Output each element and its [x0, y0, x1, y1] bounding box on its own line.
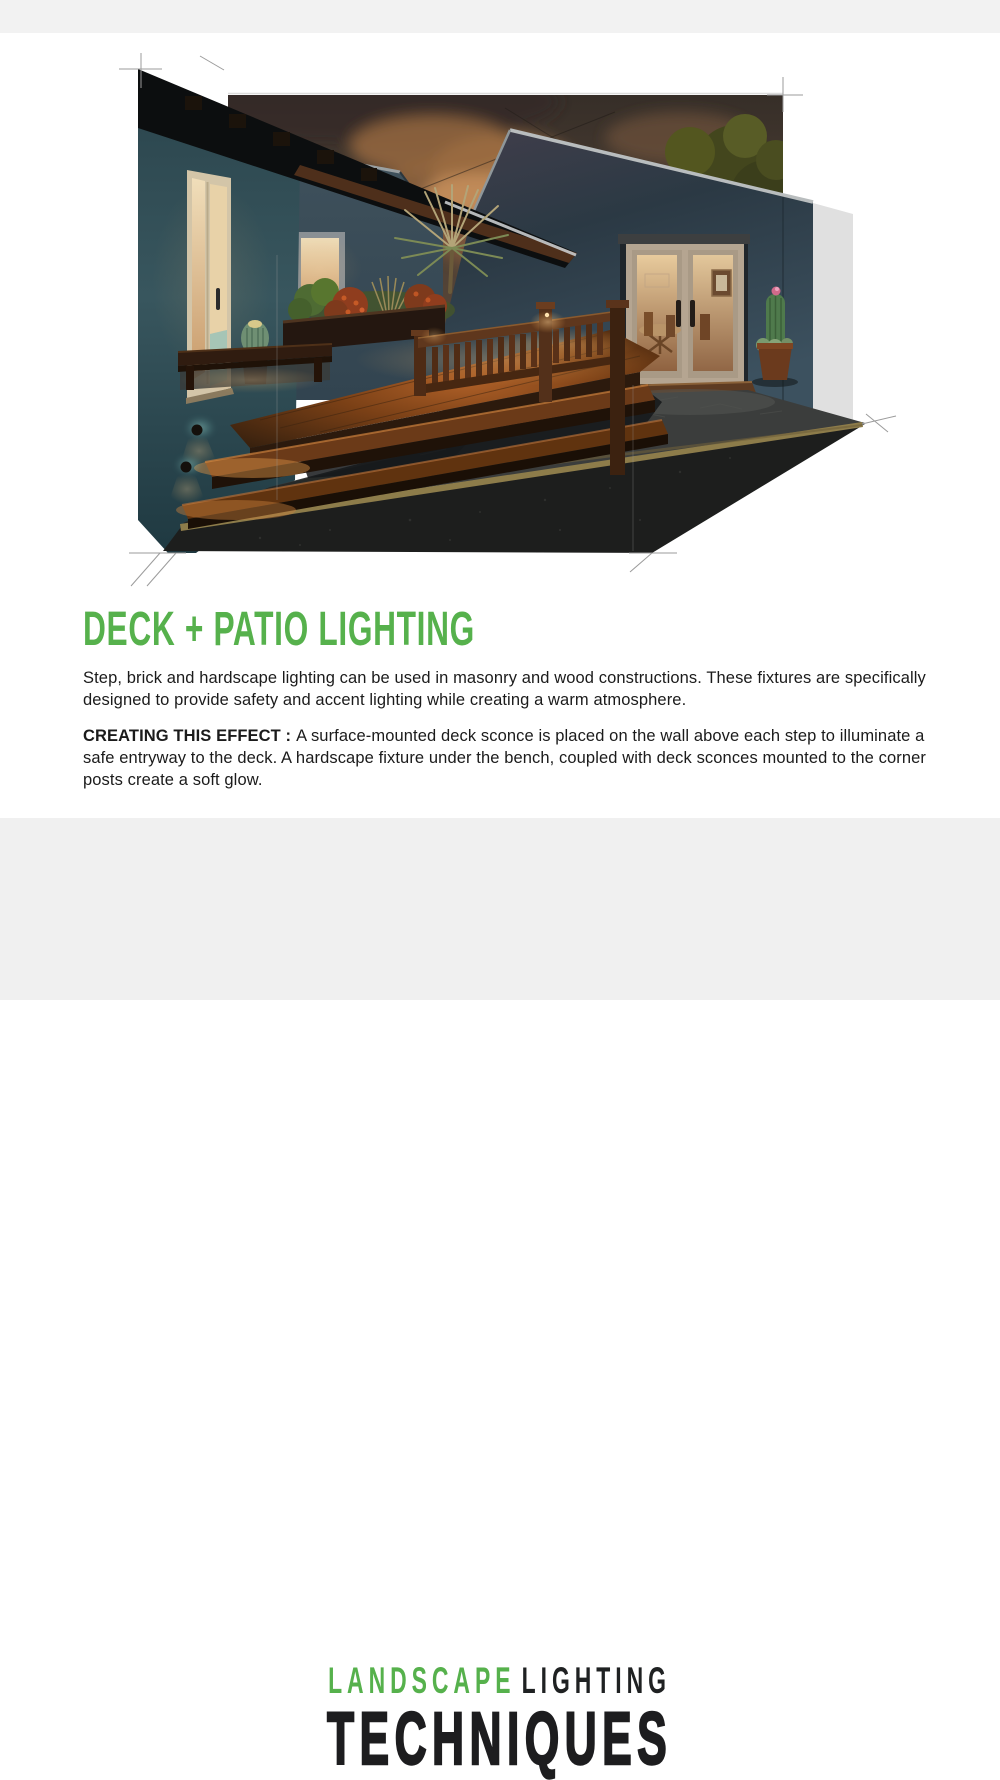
footer-band	[0, 818, 1000, 1780]
description-section	[83, 603, 933, 791]
brand-words	[329, 1661, 672, 1701]
deck-patio-night-render	[0, 0, 1000, 620]
section-heading	[83, 603, 933, 656]
page-shadow-panel	[813, 203, 853, 428]
door-handle	[216, 288, 220, 310]
section-heading-text: DECK + PATIO LIGHTING	[83, 603, 475, 656]
effect-paragraph	[83, 725, 933, 791]
corner-post	[610, 305, 625, 475]
effect-text: A surface-mounted deck sconce is placed on the wall above each step to illuminate a safe entryway to the deck. A hardscape fixture under the bench, coupled with deck sconces mounted to the corner posts create a soft glow.	[83, 727, 927, 789]
bench	[178, 344, 332, 393]
intro-paragraph: Step, brick and hardscape lighting can be used in masonry and wood constructions. These fixtures are specifically designed to provide safety and accent lighting while creating a warm atmosphere.	[83, 669, 926, 709]
brand-word-landscape: LANDSCAPE	[328, 1660, 516, 1701]
footer-title-text: TECHNIQUES	[327, 1697, 673, 1780]
footer-title	[0, 1697, 1000, 1780]
brand-word-lighting: LIGHTING	[522, 1660, 672, 1701]
brand-line	[0, 1661, 1000, 1701]
effect-label: CREATING THIS EFFECT :	[83, 727, 292, 745]
